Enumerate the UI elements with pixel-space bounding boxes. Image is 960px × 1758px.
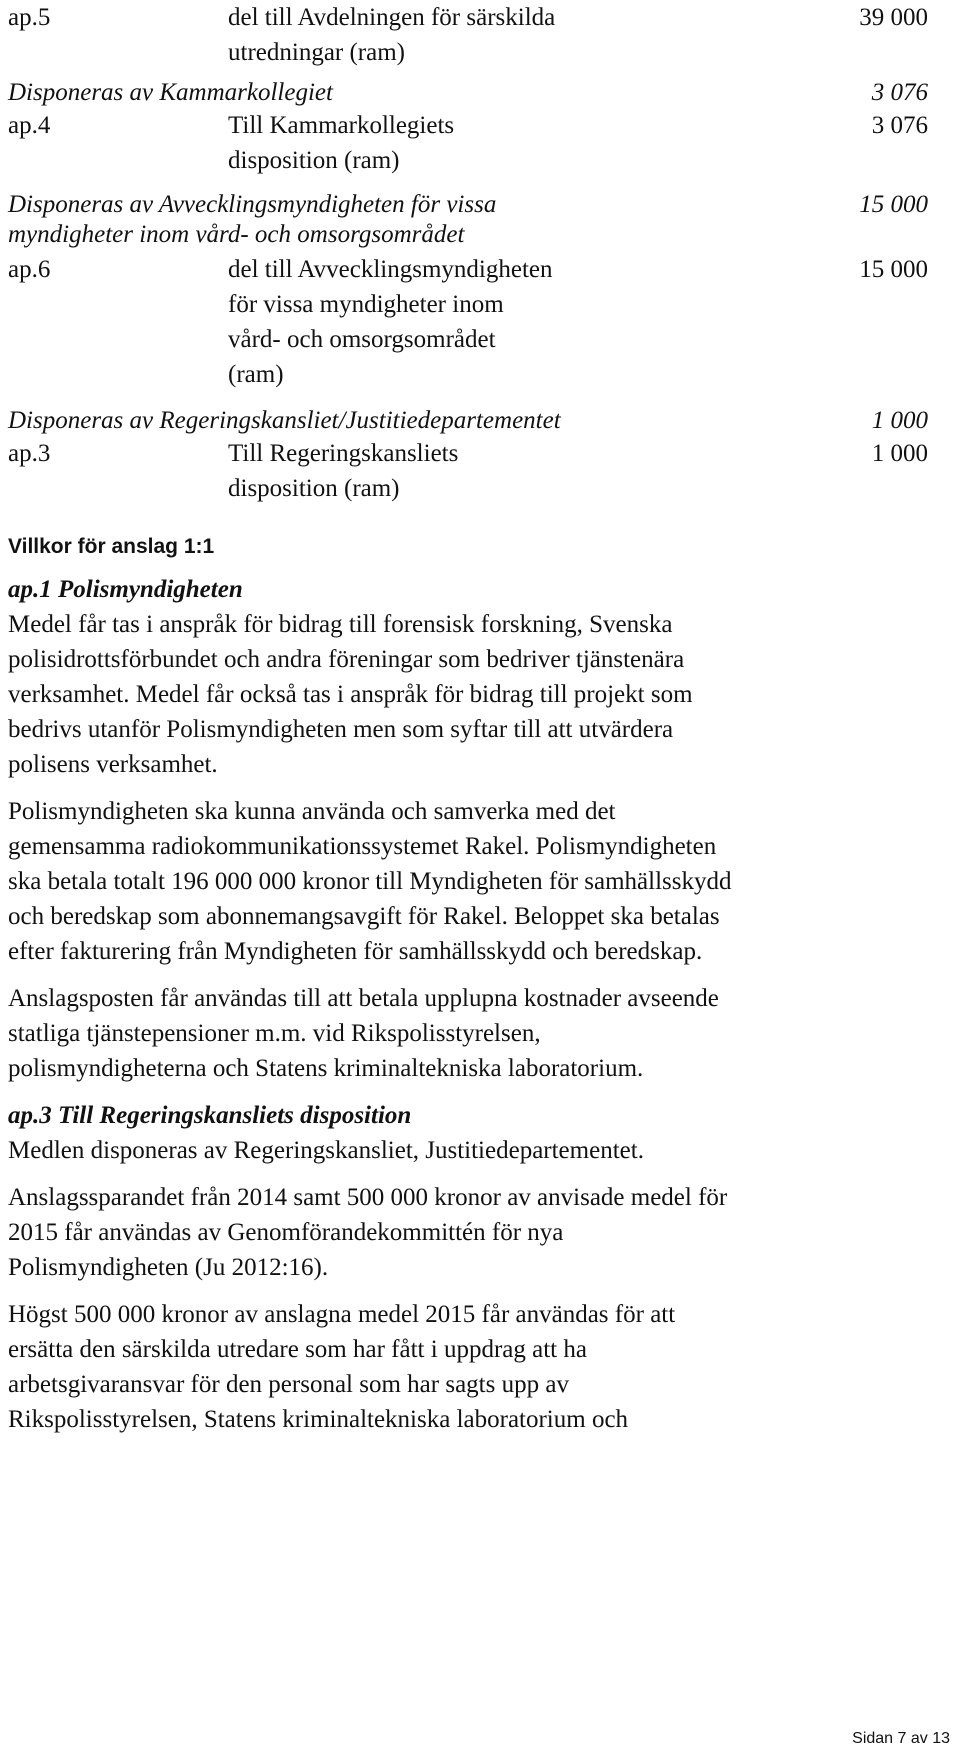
- ap-description: del till Avvecklingsmyndigheten för vissa myndigheter inom vård- och omsorgsområdet (ram): [228, 256, 553, 388]
- ap-amount: 1 000: [871, 440, 928, 467]
- ap-code: ap.6: [8, 256, 51, 283]
- ap-amount: 39 000: [859, 4, 928, 31]
- budget-row-ap3: [8, 436, 928, 506]
- ap-code: ap.4: [8, 112, 51, 139]
- paragraph-6: Högst 500 000 kronor av anslagna medel 2015 får användas för att ersätta den särskilda utredare som har fått i uppdrag att ha arbetsgivaransvar för den personal som har sagts upp av Rikspolisstyrelsen, Statens kriminaltekniska laboratorium och: [8, 1301, 676, 1433]
- disposition-kammarkollegiet: Disponeras av Kammarkollegiet 3 076: [8, 79, 928, 106]
- ap-code: ap.3: [8, 440, 51, 467]
- budget-row-ap6: [8, 252, 928, 392]
- ap-amount: 15 000: [859, 256, 928, 283]
- section-heading: Villkor för anslag 1:1: [8, 535, 215, 558]
- ap-description: Till Kammarkollegiets disposition (ram): [228, 112, 455, 174]
- page-number: Sidan 7 av 13: [852, 1730, 950, 1747]
- document-page: [8, 0, 928, 1437]
- budget-row-ap5: [8, 0, 928, 70]
- paragraph-5: Anslagssparandet från 2014 samt 500 000 kronor av anvisade medel för 2015 får användas av Genomförandekommittén för nya Polismyndigheten (Ju 2012:16).: [8, 1184, 728, 1281]
- disposition-avvecklingsmyndigheten: Disponeras av Avvecklingsmyndigheten för vissa myndigheter inom vård- och omsorgsområdet 15 000: [8, 191, 928, 248]
- ap-description: Till Regeringskansliets disposition (ram): [228, 440, 459, 502]
- disposition-regeringskansliet: Disponeras av Regeringskansliet/Justitiedepartementet 1 000: [8, 407, 928, 434]
- subheading-ap3: ap.3 Till Regeringskansliets disposition: [8, 1102, 412, 1129]
- paragraph-3: Anslagsposten får användas till att betala upplupna kostnader avseende statliga tjänstepensioner m.m. vid Rikspolisstyrelsen, polismyndigheterna och Statens kriminaltekniska laboratorium.: [8, 985, 719, 1082]
- subheading-ap1: ap.1 Polismyndigheten: [8, 576, 243, 603]
- ap-code: ap.5: [8, 4, 51, 31]
- paragraph-2: Polismyndigheten ska kunna använda och samverka med det gemensamma radiokommunikationssystemet Rakel. Polismyndigheten ska betala totalt 196 000 000 kronor till Myndigheten för samhällsskydd och beredskap som abonnemangsavgift för Rakel. Beloppet ska betalas efter fakturering från Myndigheten för samhällsskydd och beredskap.: [8, 798, 732, 965]
- budget-row-ap4: [8, 108, 928, 178]
- ap-amount: 3 076: [871, 112, 928, 139]
- paragraph-4: Medlen disponeras av Regeringskansliet, Justitiedepartementet.: [8, 1137, 644, 1164]
- ap-description: del till Avdelningen för särskilda utredningar (ram): [228, 4, 556, 66]
- paragraph-1: Medel får tas i anspråk för bidrag till forensisk forskning, Svenska polisidrottsförbundet och andra föreningar som bedriver tjänstenära verksamhet. Medel får också tas i anspråk för bidrag till projekt som bedrivs utanför Polismyndigheten men som syftar till att utvärdera polisens verksamhet.: [8, 611, 693, 778]
